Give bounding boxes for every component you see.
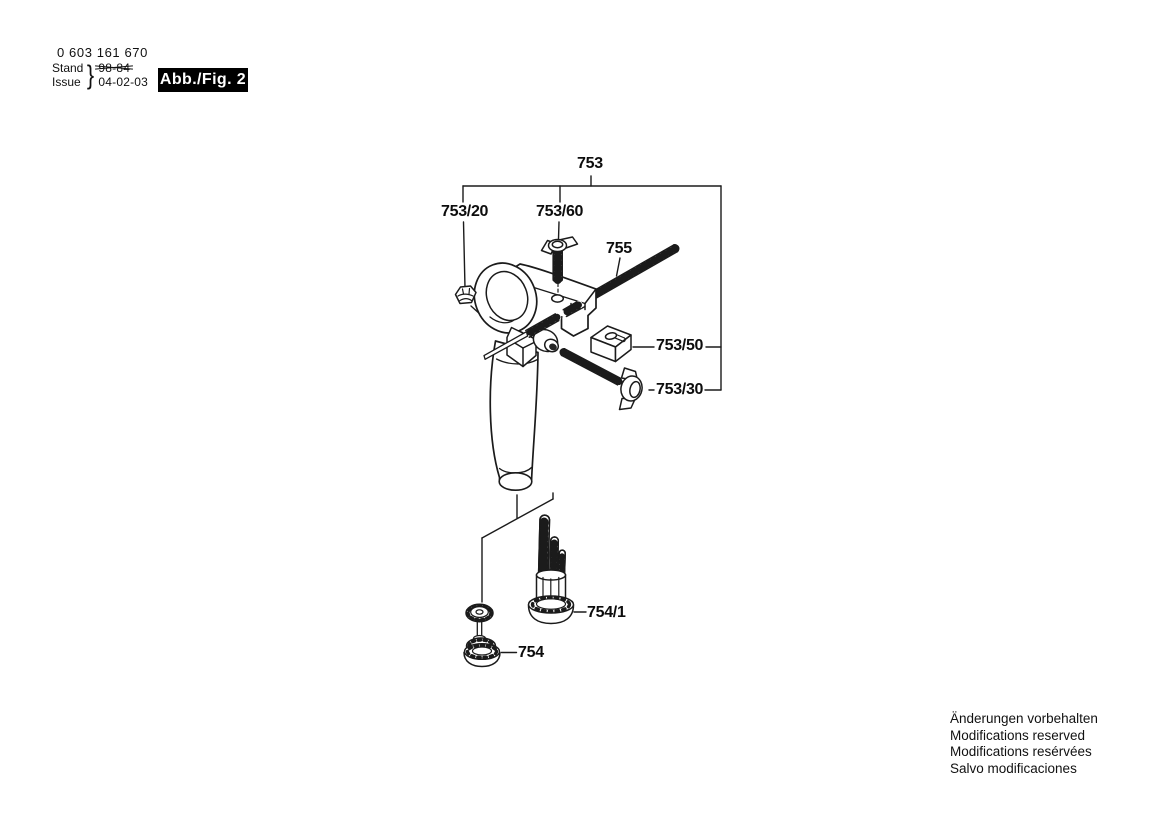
hex-nut-753-20 [456,286,477,304]
part-label-753-50: 753/50 [656,337,704,354]
old-revision-date: 98-84 [98,61,131,75]
part-number: 0 603 161 670 [57,45,148,60]
part-label-753-60: 753/60 [536,203,584,220]
handle-grip [490,341,538,490]
part-label-755: 755 [606,240,632,257]
issue-label: Issue [52,75,81,89]
revision-date: 04-02-03 [98,75,149,89]
clamp-block-753-50 [591,326,631,362]
notice-line-es: Salvo modificaciones [950,760,1077,776]
knob-754 [464,604,500,666]
notice-line-de: Änderungen vorbehalten [950,711,1098,726]
part-label-753-30: 753/30 [656,381,704,398]
part-label-754-1: 754/1 [587,604,626,621]
drill-bit-set-754-1 [529,515,574,623]
figure-label-box: Abb./Fig. 2 [158,68,248,92]
wing-bolt-753-30 [560,349,644,410]
notice-line-fr: Modifications resérvées [950,744,1092,760]
notice-line-en: Modifications reserved [950,727,1086,743]
part-label-754: 754 [518,644,544,661]
part-label-753-20: 753/20 [441,203,489,220]
part-label-753: 753 [577,155,603,172]
stand-label: Stand [52,61,84,75]
modification-notice [950,711,1098,777]
revision-brace: } [87,60,95,90]
